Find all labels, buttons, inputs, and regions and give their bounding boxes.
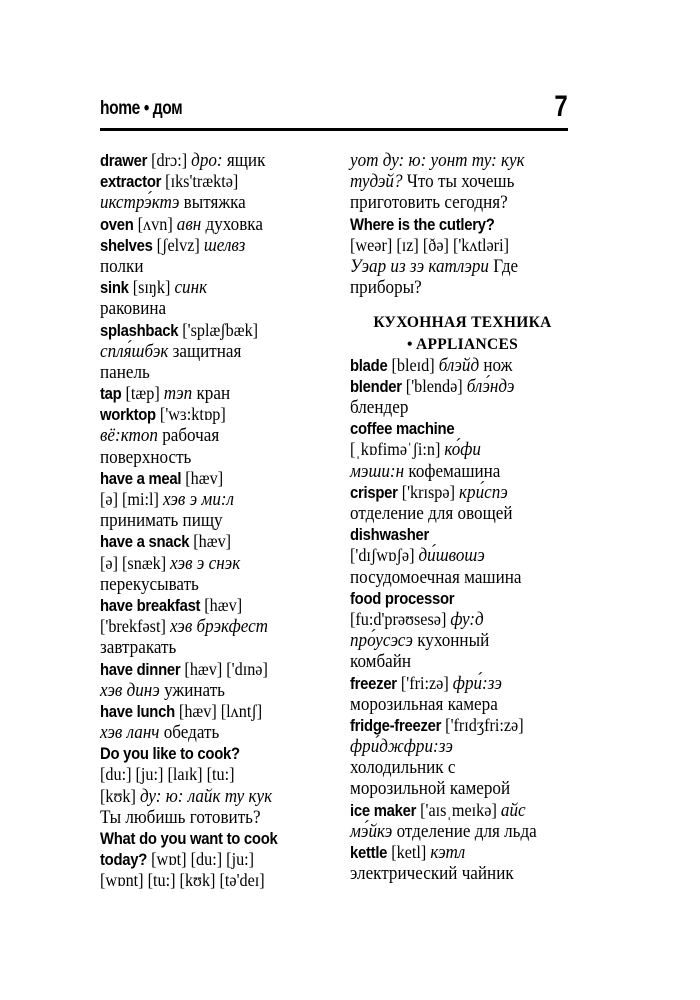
pronunciation: икстрэ́ктэ — [100, 192, 180, 214]
entry-line — [100, 171, 303, 192]
translation: Ты любишь готовить? — [100, 806, 261, 828]
entry-line — [350, 503, 553, 524]
entry-line — [100, 383, 303, 404]
entry-line — [100, 680, 303, 701]
entry-line — [350, 694, 553, 715]
translation: обедать — [159, 722, 220, 744]
entry-line — [350, 863, 553, 884]
entry-line — [350, 630, 553, 651]
transcription: [weər] [ɪz] [ðə] ['kʌtləri] — [350, 234, 509, 255]
headword: dishwasher — [350, 526, 430, 545]
entry-line — [350, 192, 553, 213]
pronunciation: фу:д — [450, 608, 484, 630]
entry-line — [350, 418, 553, 439]
translation: ящик — [222, 150, 266, 171]
entry-line — [350, 171, 553, 192]
transcription: [hæv] — [189, 531, 232, 552]
headword: crisper — [350, 483, 398, 502]
headword: food processor — [350, 589, 455, 608]
entry-line — [100, 659, 303, 680]
entry-line — [100, 425, 303, 446]
entry-line — [350, 150, 553, 171]
entry-line — [100, 637, 303, 658]
transcription: [du:] [ju:] [laɪk] [tu:] — [100, 764, 235, 785]
transcription: [wɒnt] [tu:] [kʊk] [tə'deɪ] — [100, 870, 265, 891]
pronunciation: кри́спэ — [459, 481, 508, 503]
transcription: ['wɜ:ktɒp] — [155, 404, 226, 425]
headword: fridge-freezer — [350, 716, 442, 735]
translation: рабочая — [157, 425, 220, 447]
entry-line — [350, 736, 553, 757]
headword: splashback — [100, 321, 179, 340]
pronunciation: тэп — [163, 383, 193, 405]
translation: перекусывать — [100, 573, 199, 595]
section-heading: • APPLIANCES — [406, 335, 519, 353]
pronunciation: ду: ю: лайк ту кук — [139, 785, 273, 807]
translation: холодильник с — [350, 757, 456, 779]
translation: отделение для льда — [392, 820, 537, 842]
entry-line — [100, 214, 303, 235]
pronunciation: уот ду: ю: уонт ту: кук — [350, 150, 525, 171]
headword: have a meal — [100, 469, 182, 488]
entry-line — [100, 192, 303, 213]
translation: ужинать — [159, 679, 225, 701]
pronunciation: ди́швошэ — [418, 545, 485, 567]
transcription: [hæv] — [181, 467, 224, 488]
pronunciation: спля́шбэк — [100, 340, 169, 362]
headword: have a snack — [100, 533, 190, 552]
headword: Do you like to cook? — [100, 745, 240, 764]
transcription: ['blendə] — [401, 375, 467, 396]
headword: ice maker — [350, 801, 417, 820]
pronunciation: фри́джфри:зэ — [350, 736, 453, 758]
transcription: ['brekfəst] — [100, 616, 170, 637]
headword: oven — [100, 215, 134, 234]
headword: Where is the cutlery? — [350, 215, 495, 234]
headword: blender — [350, 377, 402, 396]
pronunciation: блэйд — [438, 354, 480, 376]
headword: What do you want to cook — [100, 830, 278, 848]
entry-line — [350, 800, 553, 821]
entry-line — [350, 778, 553, 799]
entry-line — [100, 722, 303, 743]
translation: принимать пищу — [100, 510, 223, 532]
translation: кофемашина — [404, 460, 501, 482]
headword: shelves — [100, 236, 153, 255]
translation: защитная — [168, 340, 242, 362]
entry-line — [100, 807, 303, 828]
translation: приборы? — [350, 277, 422, 299]
pronunciation: хэв ланч — [100, 722, 160, 744]
entry-line — [100, 150, 303, 171]
entry-line — [100, 595, 303, 616]
section-heading: КУХОННАЯ ТЕХНИКА — [373, 314, 552, 332]
pronunciation: кэтл — [430, 842, 466, 863]
transcription: ['aɪsˌmeɪkə] — [416, 799, 501, 820]
pronunciation: про́усэсэ — [350, 630, 413, 652]
translation: полки — [100, 255, 144, 277]
pronunciation: хэв динэ — [100, 679, 160, 701]
page-header — [100, 92, 568, 126]
pronunciation: хэв брэкфест — [169, 616, 269, 638]
entry-line — [100, 320, 303, 341]
transcription: [wɒt] [du:] [ju:] — [147, 849, 255, 870]
translation: духовка — [201, 213, 263, 235]
entry-line — [100, 277, 303, 298]
translation: посудомоечная машина — [350, 566, 522, 588]
pronunciation: авн — [176, 213, 202, 235]
entry-line — [350, 842, 553, 863]
pronunciation: хэв э ми:л — [162, 489, 235, 510]
entry-line — [100, 362, 303, 383]
entry-line — [350, 376, 553, 397]
running-head: home • дом — [100, 98, 183, 119]
transcription: [ə] [mi:l] — [100, 489, 163, 509]
entry-line — [100, 235, 303, 256]
entry-line — [100, 616, 303, 637]
entry-line — [100, 828, 303, 849]
pronunciation: айс — [500, 799, 526, 821]
pronunciation: синк — [174, 277, 208, 299]
translation: Что ты хочешь — [402, 171, 515, 193]
entry-line — [100, 447, 303, 468]
pronunciation: Уэар из зэ катлэри — [350, 255, 489, 277]
pronunciation: дро: — [191, 150, 223, 171]
transcription: [hæv] [lʌntʃ] — [174, 700, 263, 721]
headword: kettle — [350, 844, 388, 862]
entry-line — [100, 786, 303, 807]
pronunciation: мэ́йкэ — [350, 820, 393, 842]
entry-line — [350, 524, 553, 545]
translation: отделение для овощей — [350, 503, 513, 524]
translation: кухонный — [412, 630, 490, 652]
headword: tap — [100, 385, 122, 404]
pronunciation: шелвз — [203, 234, 246, 256]
headword: blade — [350, 356, 388, 375]
transcription: [hæv] ['dɪnə] — [180, 658, 268, 679]
translation: Где — [488, 255, 519, 277]
pronunciation: блэ́ндэ — [466, 375, 515, 397]
entry-line — [350, 397, 553, 418]
headword: coffee machine — [350, 420, 455, 439]
transcription: [kʊk] — [100, 785, 140, 806]
transcription: [drɔ:] — [147, 150, 192, 170]
entry-line — [350, 651, 553, 672]
entry-line — [350, 588, 553, 609]
entry-line — [350, 567, 553, 588]
entry-line — [100, 574, 303, 595]
entry-line — [350, 821, 553, 842]
header-rule — [100, 128, 568, 131]
translation: поверхность — [100, 446, 192, 468]
pronunciation: хэв э снэк — [170, 552, 241, 574]
entry-line — [350, 235, 553, 256]
translation: морозильная камера — [350, 693, 498, 715]
headword: have dinner — [100, 660, 181, 679]
entry-line — [350, 461, 553, 482]
right-column — [350, 150, 575, 884]
section-gap — [350, 298, 575, 312]
translation: морозильной камерой — [350, 778, 511, 800]
entry-line — [100, 298, 303, 319]
translation: раковина — [100, 298, 167, 320]
translation: завтракать — [100, 637, 177, 659]
pronunciation: ко́фи — [444, 439, 481, 461]
entry-line — [100, 510, 303, 531]
transcription: [ɪks'træktə] — [161, 171, 239, 192]
entry-line — [100, 701, 303, 722]
transcription: ['fri:zə] — [396, 672, 453, 693]
entry-line — [350, 545, 553, 566]
pronunciation: мэши:н — [350, 460, 405, 482]
headword: today? — [100, 851, 148, 870]
entry-line — [100, 468, 303, 489]
entry-line — [350, 609, 553, 630]
transcription: [tæp] — [121, 383, 164, 404]
transcription: [ə] [snæk] — [100, 552, 171, 573]
headword: extractor — [100, 173, 162, 192]
entry-line — [350, 757, 553, 778]
headword: drawer — [100, 152, 148, 170]
entry-line — [350, 256, 553, 277]
translation: нож — [479, 354, 513, 376]
translation: электрический чайник — [350, 863, 514, 885]
pronunciation: фри́:зэ — [452, 672, 502, 694]
headword: have lunch — [100, 702, 175, 721]
transcription: ['krɪspə] — [397, 481, 460, 502]
entry-line — [350, 439, 553, 460]
entry-line — [100, 489, 303, 510]
entry-line — [100, 743, 303, 764]
headword: have breakfast — [100, 596, 201, 615]
entry-line — [100, 764, 303, 785]
headword: freezer — [350, 674, 397, 693]
entry-line — [350, 277, 553, 298]
transcription: [ʃelvz] — [152, 234, 204, 255]
pronunciation: тудэй? — [350, 171, 403, 193]
translation: кран — [192, 383, 231, 405]
entry-line — [100, 404, 303, 425]
entry-line — [350, 673, 553, 694]
left-column — [100, 150, 325, 892]
entry-line — [350, 482, 553, 503]
entry-line — [100, 256, 303, 277]
entry-line — [350, 214, 553, 235]
transcription: [sɪŋk] — [128, 277, 175, 298]
translation: комбайн — [350, 651, 412, 673]
entry-line — [100, 553, 303, 574]
page-number: 7 — [554, 90, 568, 123]
headword: worktop — [100, 406, 156, 425]
transcription: [ˌkɒfiməˈʃi:n] — [350, 439, 445, 460]
entry-line — [350, 715, 553, 736]
transcription: [hæv] — [200, 594, 243, 615]
entry-line — [100, 341, 303, 362]
translation: панель — [100, 361, 150, 383]
translation: блендер — [350, 397, 409, 419]
pronunciation: вё:ктоп — [100, 425, 158, 447]
transcription: ['dɪʃwɒʃə] — [350, 545, 419, 566]
transcription: [ketl] — [387, 842, 431, 862]
entry-line — [350, 355, 553, 376]
transcription: [ʌvn] — [133, 213, 177, 234]
entry-line — [100, 531, 303, 552]
transcription: ['frɪdʒfri:zə] — [441, 714, 524, 735]
headword: sink — [100, 279, 129, 298]
translation: вытяжка — [179, 192, 246, 214]
entry-line — [100, 870, 303, 891]
transcription: [fu:d'prəʊsesə] — [350, 608, 451, 629]
transcription: [bleɪd] — [387, 354, 439, 375]
translation: приготовить сегодня? — [350, 192, 508, 214]
entry-line — [100, 849, 303, 870]
transcription: ['splæʃbæk] — [178, 319, 259, 340]
